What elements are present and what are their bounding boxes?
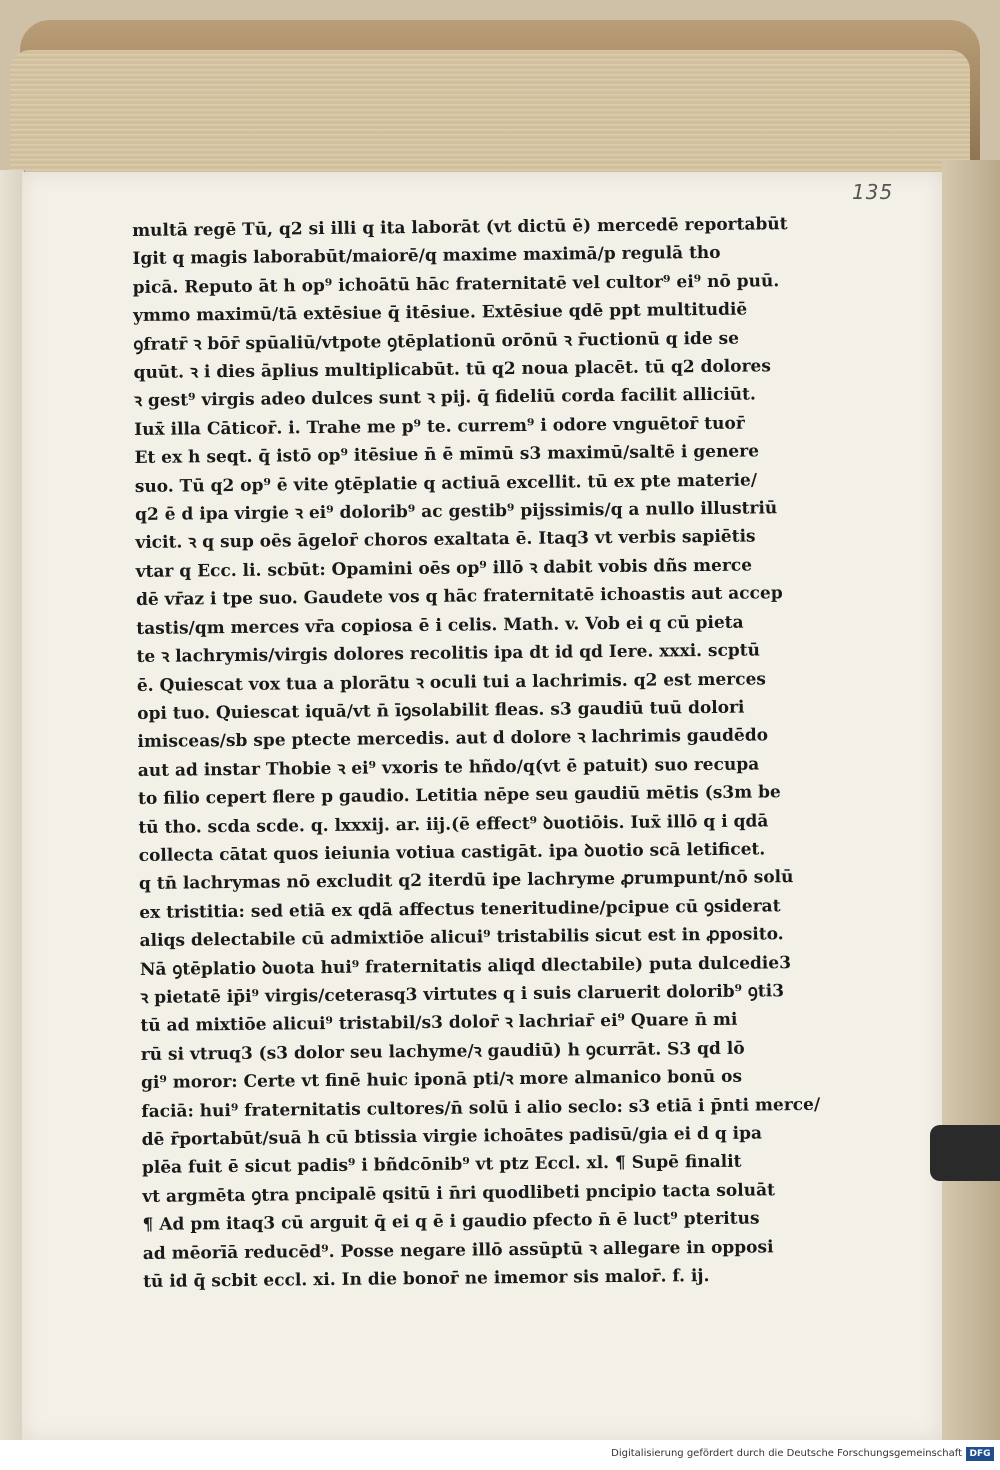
text-line: aliqs delectabile cū admixtiōe alicui⁹ tristabilis sicut est in ꝓposito. [139, 924, 784, 952]
text-line: Igit q magis laborabūt/maiorē/q maxime maximā/p regulā tho [132, 243, 721, 270]
text-line: ad mēorīā reducēd⁹. Posse negare illō assūptū ꝛ allegare in opposi [142, 1236, 774, 1264]
text-line: opi tuo. Quiescat iquā/vt n̄ īꝯsolabilit fleas. s3 gaudiū tuū dolori [137, 697, 745, 724]
text-line: ¶ Ad pm itaq3 cū arguit q̄ ei q ē i gaudio pfecto n̄ ē luct⁹ pteritus [142, 1208, 760, 1236]
text-line: ꝛ pietatē ip̄i⁹ virgis/ceterasq3 virtutes q i suis claruerit dolorib⁹ ꝯti3 [140, 981, 785, 1008]
text-line: gi⁹ moror: Certe vt finē huic iponā pti/ꝛ more almanico bonū os [140, 1066, 743, 1094]
text-line: tastis/qm merces vr̄a copiosa ē i celis. Math. v. Vob ei q cū pieta [136, 612, 744, 639]
footer-bar [0, 1440, 1000, 1470]
text-line: to filio cepert flere p gaudio. Letitia nēpe seu gaudiū mētis (s3m be [137, 782, 781, 810]
text-line: tū tho. scda scde. q. lxxxij. ar. iij.(ē effect⁹ ꝺuotiōis. Iux̄ illō q i qdā [138, 810, 769, 838]
text-line: suo. Tū q2 op⁹ ē vite ꝯtēplatie q actiuā excellit. tū ex pte materie/ [134, 470, 758, 497]
text-line: quūt. ꝛ i dies āplius multiplicabūt. tū q2 noua placēt. tū q2 dolores [133, 356, 772, 384]
text-line: Nā ꝯtēplatio ꝺuota hui⁹ fraternitatis aliqd dlectabile) puta dulcedie3 [139, 952, 792, 980]
text-line: ē. Quiescat vox tua a plorātu ꝛ oculi tui a lachrimis. q2 est merces [136, 668, 767, 696]
text-block [132, 210, 843, 1297]
text-line: Et ex h seqt. q̄ istō op⁹ itēsiue n̄ ē mīmū s3 maximū/saltē i genere [134, 441, 760, 469]
dfg-logo: DFG [966, 1447, 994, 1461]
text-line: tū id q̄ scbit eccl. xi. In die bonor̄ ne imemor sis malor̄. f. ij. [143, 1266, 710, 1292]
text-line: ymmo maximū/tā extēsiue q̄ itēsiue. Extēsiue qdē ppt multitudiē [132, 299, 748, 327]
text-line: Iux̄ illa Cāticor̄. i. Trahe me p⁹ te. currem⁹ i odore vnguētor̄ tuor̄ [134, 413, 745, 440]
text-line: ꝛ gest⁹ virgis adeo dulces sunt ꝛ pij. q̄ fideliū corda facilit alliciūt. [133, 384, 756, 412]
text-line: dē vr̄az i tpe suo. Gaudete vos q hāc fraternitatē ichoastis aut accep [135, 583, 783, 611]
text-line: ꝯfratr̄ ꝛ bōr̄ spūaliū/vtpote ꝯtēplationū orōnū ꝛ r̄uctionū q ide se [133, 328, 740, 355]
text-line: tū ad mixtiōe alicui⁹ tristabil/s3 dolor̄ ꝛ lachriar̄ ei⁹ Quare n̄ mi [140, 1010, 738, 1037]
text-line: picā. Reputo āt h op⁹ ichoātū hāc fraternitatē vel cultor⁹ ei⁹ nō puū. [132, 271, 780, 298]
text-line: plēa fuit ē sicut padis⁹ i bñdcōnib⁹ vt ptz Eccl. xl. ¶ Supē finalit [141, 1152, 742, 1179]
text-line: vtar q Ecc. li. scbūt: Opamini oēs op⁹ illō ꝛ dabit vobis dñs merce [135, 555, 753, 582]
text-line: multā regē Tū, q2 si illi q ita laborāt (vt dictū ē) mercedē reportabūt [132, 214, 788, 241]
page-number: 135 [852, 180, 894, 204]
text-line: te ꝛ lachrymis/virgis dolores recolitis ipa dt id qd Iere. xxxi. scptū [136, 640, 761, 668]
digitization-credit: Digitalisierung gefördert durch die Deutsche Forschungsgemeinschaft [611, 1448, 962, 1459]
text-line: collecta cātat quos ieiunia votiua castigāt. ipa ꝺuotio scā letificet. [138, 839, 766, 866]
text-line: dē r̄portabūt/suā h cū btissia virgie ichoātes padisū/gia ei d q ipa [141, 1123, 763, 1150]
page-clip [930, 1125, 1000, 1181]
page-edges [10, 50, 970, 185]
text-line: faciā: hui⁹ fraternitatis cultores/n̄ solū i alio seclo: s3 etiā i p̄nti merce/ [141, 1094, 821, 1122]
text-line: vicit. ꝛ q sup oēs āgelor̄ choros exaltata ē. Itaq3 vt verbis sapiētis [135, 526, 756, 554]
text-line: q tn̄ lachrymas nō excludit q2 iterdū ipe lachryme ꝓrumpunt/nō solū [138, 867, 794, 895]
text-line: ex tristitia: sed etiā ex qdā affectus teneritudine/pcipue cū ꝯsiderat [139, 895, 781, 923]
text-line: rū si vtruq3 (s3 dolor seu lachyme/ꝛ gaudiū) h ꝯcurrāt. S3 qd lō [140, 1038, 745, 1065]
book-fore-edge [942, 160, 1000, 1440]
text-line: imisceas/sb spe ptecte mercedis. aut d dolore ꝛ lachrimis gaudēdo [137, 725, 769, 753]
text-line: aut ad instar Thobie ꝛ ei⁹ vxoris te hñdo/q(vt ē patuit) suo recupa [137, 754, 760, 781]
text-line: vt argmēta ꝯtra pncipalē qsitū i n̄ri quodlibeti pncipio tacta soluāt [142, 1180, 776, 1207]
text-line: q2 ē d ipa virgie ꝛ ei⁹ dolorib⁹ ac gestib⁹ pijssimis/q a nullo illustriū [135, 498, 778, 526]
